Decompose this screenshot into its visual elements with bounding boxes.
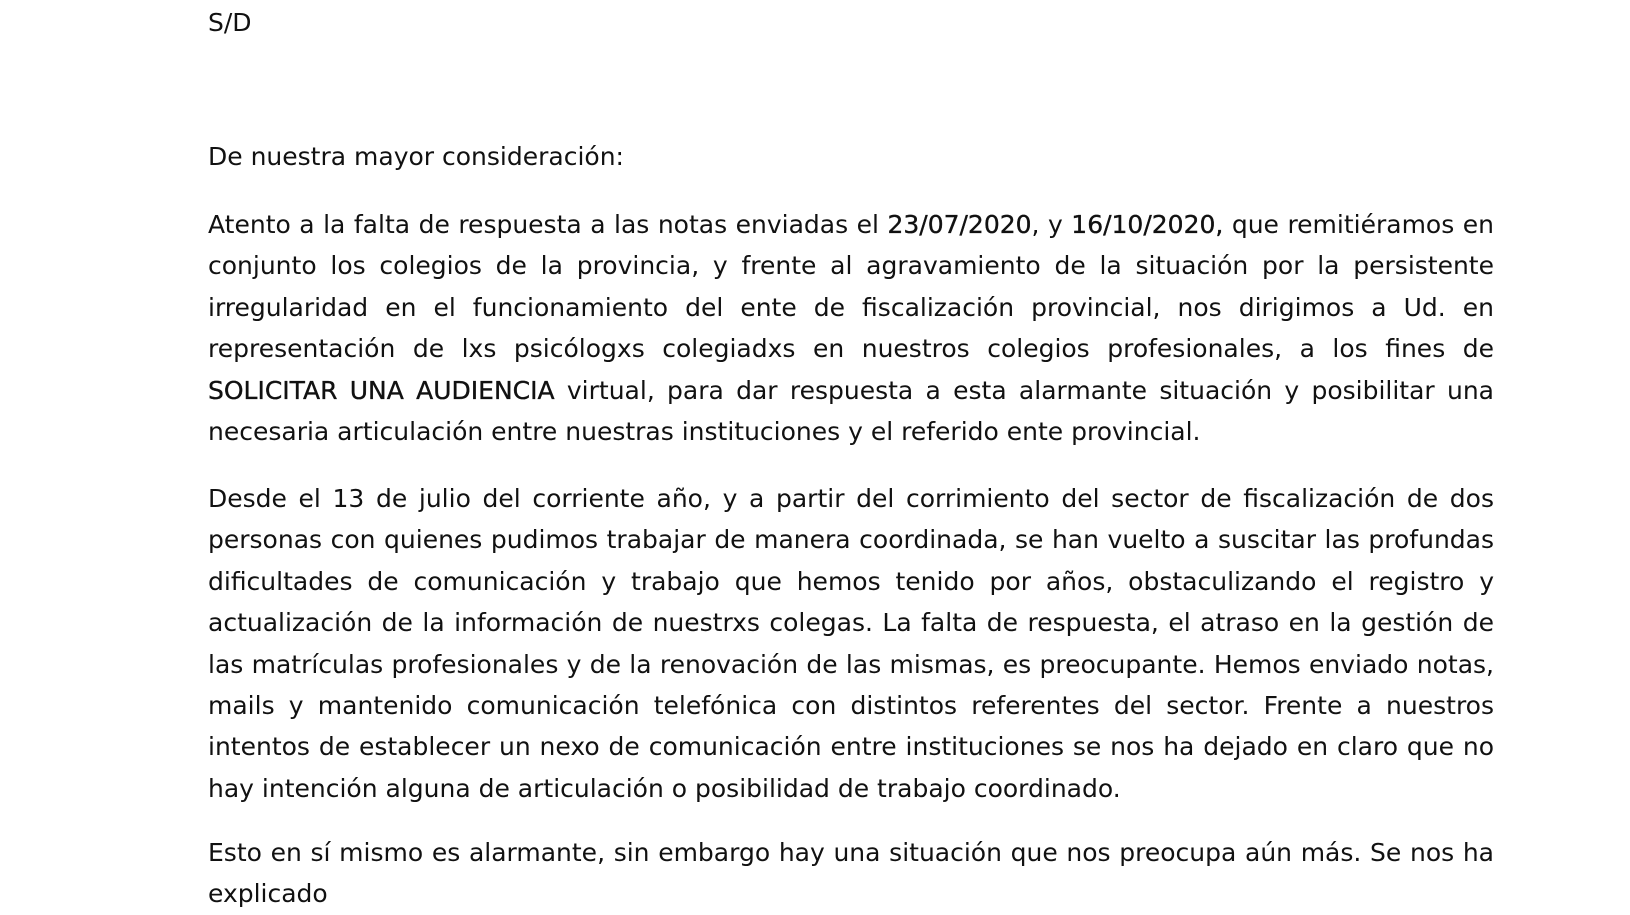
date-2: 16/10/2020,: [1071, 210, 1224, 239]
paragraph-continuation: Esto en sí mismo es alarmante, sin embargo hay una situación que nos preocupa aún más. Se nos ha explicado: [208, 838, 1494, 909]
date-1: 23/07/2020: [887, 210, 1032, 239]
greeting: De nuestra mayor consideración:: [208, 142, 624, 171]
paragraph1-text-2: , y: [1031, 210, 1072, 239]
paragraph-request-audience: [208, 204, 1494, 452]
paragraph1-text-4: virtual, para dar respuesta a esta alarmante situación y posibilitar una necesaria articulación entre nuestras instituciones y el referido ente provincial.: [208, 375, 1494, 447]
emphasis-request: SOLICITAR UNA AUDIENCIA: [208, 375, 555, 405]
recipient-line: S/D: [208, 8, 252, 37]
paragraph1-text-1: Atento a la falta de respuesta a las notas enviadas el: [208, 210, 888, 239]
paragraph-background: Desde el 13 de julio del corriente año, y a partir del corrimiento del sector de fiscalización de dos personas con quienes pudimos trabajar de manera coordinada, se han vuelto a suscitar las profundas dificultades de comunicación y trabajo que hemos tenido por años, obstaculizando el registro y actualización de la información de nuestrxs colegas. La falta de respuesta, el atraso en la gestión de las matrículas profesionales y de la renovación de las mismas, es preocupante. Hemos enviado notas, mails y mantenido comunicación telefónica con distintos referentes del sector. Frente a nuestros intentos de establecer un nexo de comunicación entre instituciones se nos ha dejado en claro que no hay intención alguna de articulación o posibilidad de trabajo coordinado.: [208, 484, 1494, 803]
paragraph1-text-3: que remitiéramos en conjunto los colegios de la provincia, y frente al agravamiento de la situación por la persistente irregularidad en el funcionamiento del ente de fiscalización provincial, nos dirigimos a Ud. en representación de lxs psicólogxs colegiadxs en nuestros colegios profesionales, a los fines de: [208, 210, 1494, 364]
